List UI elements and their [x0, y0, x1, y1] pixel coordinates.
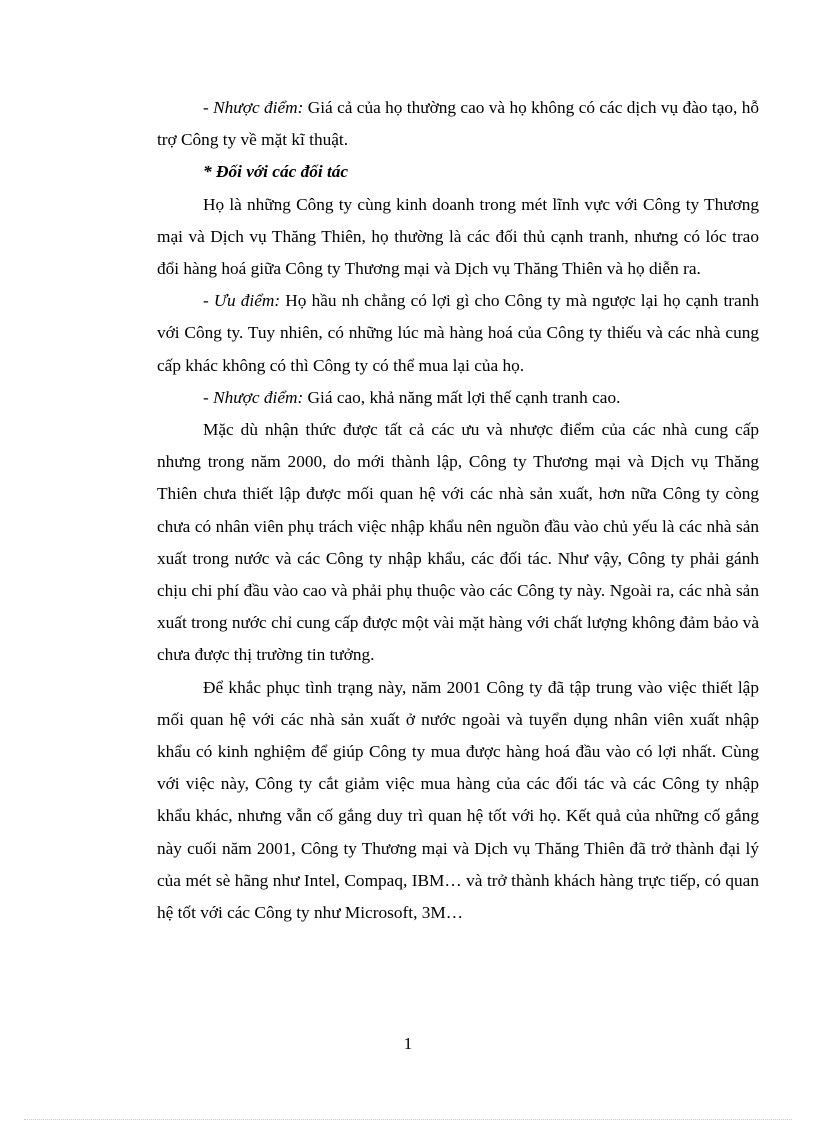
paragraph-partners-disadvantages [157, 382, 759, 414]
paragraph-text: Giá cả của họ thường cao và họ không có các dịch vụ đào tạo, hỗ trợ Công ty về mặt kĩ thuật. [157, 98, 759, 150]
paragraph-partners-intro [157, 189, 759, 286]
paragraph-text: Giá cao, khả năng mất lợi thế cạnh tranh cao. [303, 387, 621, 407]
label-disadvantages: - Nhược điểm: [203, 387, 304, 407]
page-bottom-divider [24, 1119, 792, 1120]
label-advantages: - Ưu điểm: [203, 291, 281, 311]
paragraph-partners-advantages [157, 285, 759, 382]
paragraph-year-2001 [157, 672, 759, 930]
label-disadvantages: - Nhược điểm: [203, 98, 304, 117]
paragraph-text: Họ là những Công ty cùng kinh doanh trong mét lĩnh vực với Công ty Thương mại và Dịch vụ Thăng Thiên, họ thường là các đối thủ cạnh tranh, nhưng có lóc trao đổi hàng hoá giữa Công ty Thương mại và Dịch vụ Thăng Thiên và họ diễn ra. [157, 194, 759, 279]
paragraph-year-2000 [157, 414, 759, 672]
heading-text: * Đối với các đối tác [203, 162, 349, 182]
section-heading-partners [157, 156, 759, 188]
paragraph-supplier-disadvantages [157, 92, 759, 156]
paragraph-text: Họ hầu nh chẳng có lợi gì cho Công ty mà ngược lại họ cạnh tranh với Công ty. Tuy nhiên, có những lúc mà hàng hoá của Công ty thiếu và các nhà cung cấp khác không có thì Công ty có thể mua lại của họ. [157, 291, 759, 375]
paragraph-text: Để khắc phục tình trạng này, năm 2001 Công ty đã tập trung vào việc thiết lập mối quan hệ với các nhà sản xuất ở nước ngoài và tuyển dụng nhân viên xuất nhập khẩu có kinh nghiệm để giúp Công ty mua được hàng hoá đầu vào có lợi nhất. Cùng với việc này, Công ty cắt giảm việc mua hàng của các đối tác và các Công ty nhập khẩu khác, nhưng vẫn cố gắng duy trì quan hệ tốt với họ. Kết quả của những cố gắng này cuối năm 2001, Công ty Thương mại và Dịch vụ Thăng Thiên đã trở thành đại lý của mét sè hãng như Intel, Compaq, IBM… và trở thành khách hàng trực tiếp, có quan hệ tốt với các Công ty như Microsoft, 3M… [157, 677, 759, 923]
document-body [157, 92, 759, 929]
page-number: 1 [403, 1034, 413, 1053]
paragraph-text: Mặc dù nhận thức được tất cả các ưu và nhược điểm của các nhà cung cấp nhưng trong năm 2000, do mới thành lập, Công ty Thương mại và Dịch vụ Thăng Thiên chưa thiết lập được mối quan hệ với các nhà sản xuất, hơn nữa Công ty còng chưa có nhân viên phụ trách việc nhập khẩu nên nguồn đầu vào chủ yếu là các nhà sản xuất trong nước và các Công ty nhập khẩu, các đối tác. Như vậy, Công ty phải gánh chịu chi phí đầu vào cao và phải phụ thuộc vào các Công ty này. Ngoài ra, các nhà sản xuất trong nước chỉ cung cấp được một vài mặt hàng với chất lượng không đảm bảo và chưa được thị trường tin tưởng. [157, 420, 759, 665]
